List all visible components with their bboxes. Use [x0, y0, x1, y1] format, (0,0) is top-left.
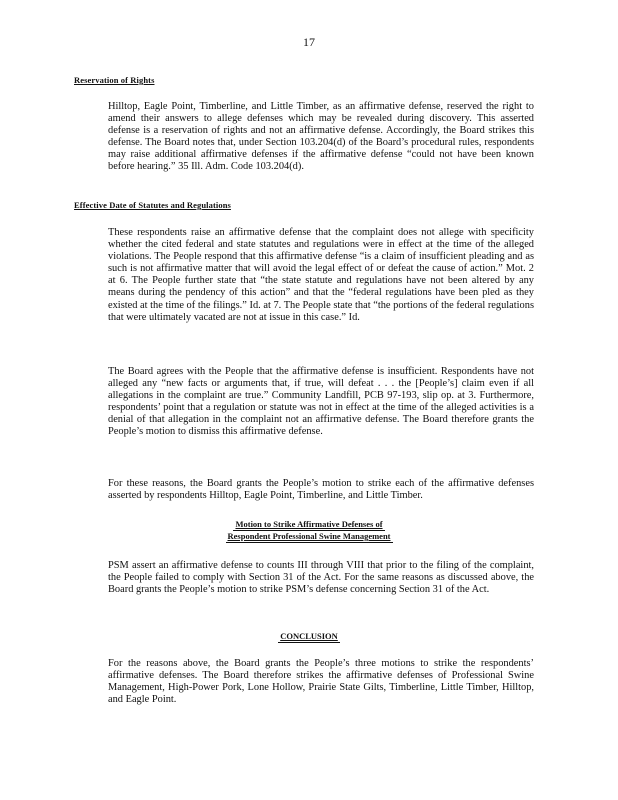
paragraph-conclusion: For the reasons above, the Board grants the People’s three motions to strike the respondents’ affirmative defenses. The Board therefore strikes the affirmative defenses of Professional Swine Management, High-Power Pork, Lone Hollow, Prairie State Gilts, Timberline, Little Timber, Hilltop, and Eagle Point.: [108, 658, 534, 706]
section-heading-psm-line2: Respondent Professional Swine Management: [227, 531, 391, 541]
section-heading-psm: [0, 519, 618, 543]
paragraph-effective-date-1: These respondents raise an affirmative defense that the complaint does not allege with specificity whether the cited federal and state statutes and regulations were in effect at the time of the alleged violations. The People respond that this affirmative defense “is a claim of insufficient pleading and as such is not affirmative matter that will avoid the legal effect of or defeat the cause of action.” Mot. 2 at 6. The People further state that “the state statute and regulations have not been altered by any means during the pendency of this action” and that the “federal regulations have been pled as they existed at the time of the filings.” Id. at 7. The People state that “the portions of the federal regulations that were ultimately vacated are not at issue in this case.” Id.: [108, 227, 534, 323]
paragraph-effective-date-3: For these reasons, the Board grants the People’s motion to strike each of the affirmative defenses asserted by respondents Hilltop, Eagle Point, Timberline, and Little Timber.: [108, 478, 534, 502]
paragraph-effective-date-2: The Board agrees with the People that the affirmative defense is insufficient. Respondents have not alleged any “new facts or arguments that, if true, will defeat . . . the [People’s] claim even if all allegations in the complaint are true.” Community Landfill, PCB 97-193, slip op. at 3. Furthermore, respondents’ point that a regulation or statute was not in effect at the time of the alleged activities is a denial of that allegation in the complaint not an affirmative defense. The Board therefore grants the People’s motion to dismiss this affirmative defense.: [108, 366, 534, 438]
paragraph-psm: PSM assert an affirmative defense to counts III through VIII that prior to the filing of the complaint, the People failed to comply with Section 31 of the Act. For the same reasons as discussed above, the Board grants the People’s motion to strike PSM’s defense concerning Section 31 of the Act.: [108, 560, 534, 596]
page-number: 17: [303, 35, 315, 49]
section-heading-conclusion: CONCLUSION: [280, 631, 338, 641]
paragraph-reservation-of-rights: Hilltop, Eagle Point, Timberline, and Little Timber, as an affirmative defense, reserved the right to amend their answers to allege defenses which may be revealed during discovery. This asserted defense is a reservation of rights and not an affirmative defense. Accordingly, the Board strikes this defense. The Board notes that, under Section 103.204(d) of the Board’s procedural rules, respondents may raise additional affirmative defenses if the affirmative defense “could not have been known before hearing.” 35 Ill. Adm. Code 103.204(d).: [108, 101, 534, 173]
section-heading-effective-date: Effective Date of Statutes and Regulations: [74, 200, 231, 210]
section-heading-reservation-of-rights: Reservation of Rights: [74, 75, 155, 85]
section-heading-psm-line1: Motion to Strike Affirmative Defenses of: [235, 519, 383, 529]
